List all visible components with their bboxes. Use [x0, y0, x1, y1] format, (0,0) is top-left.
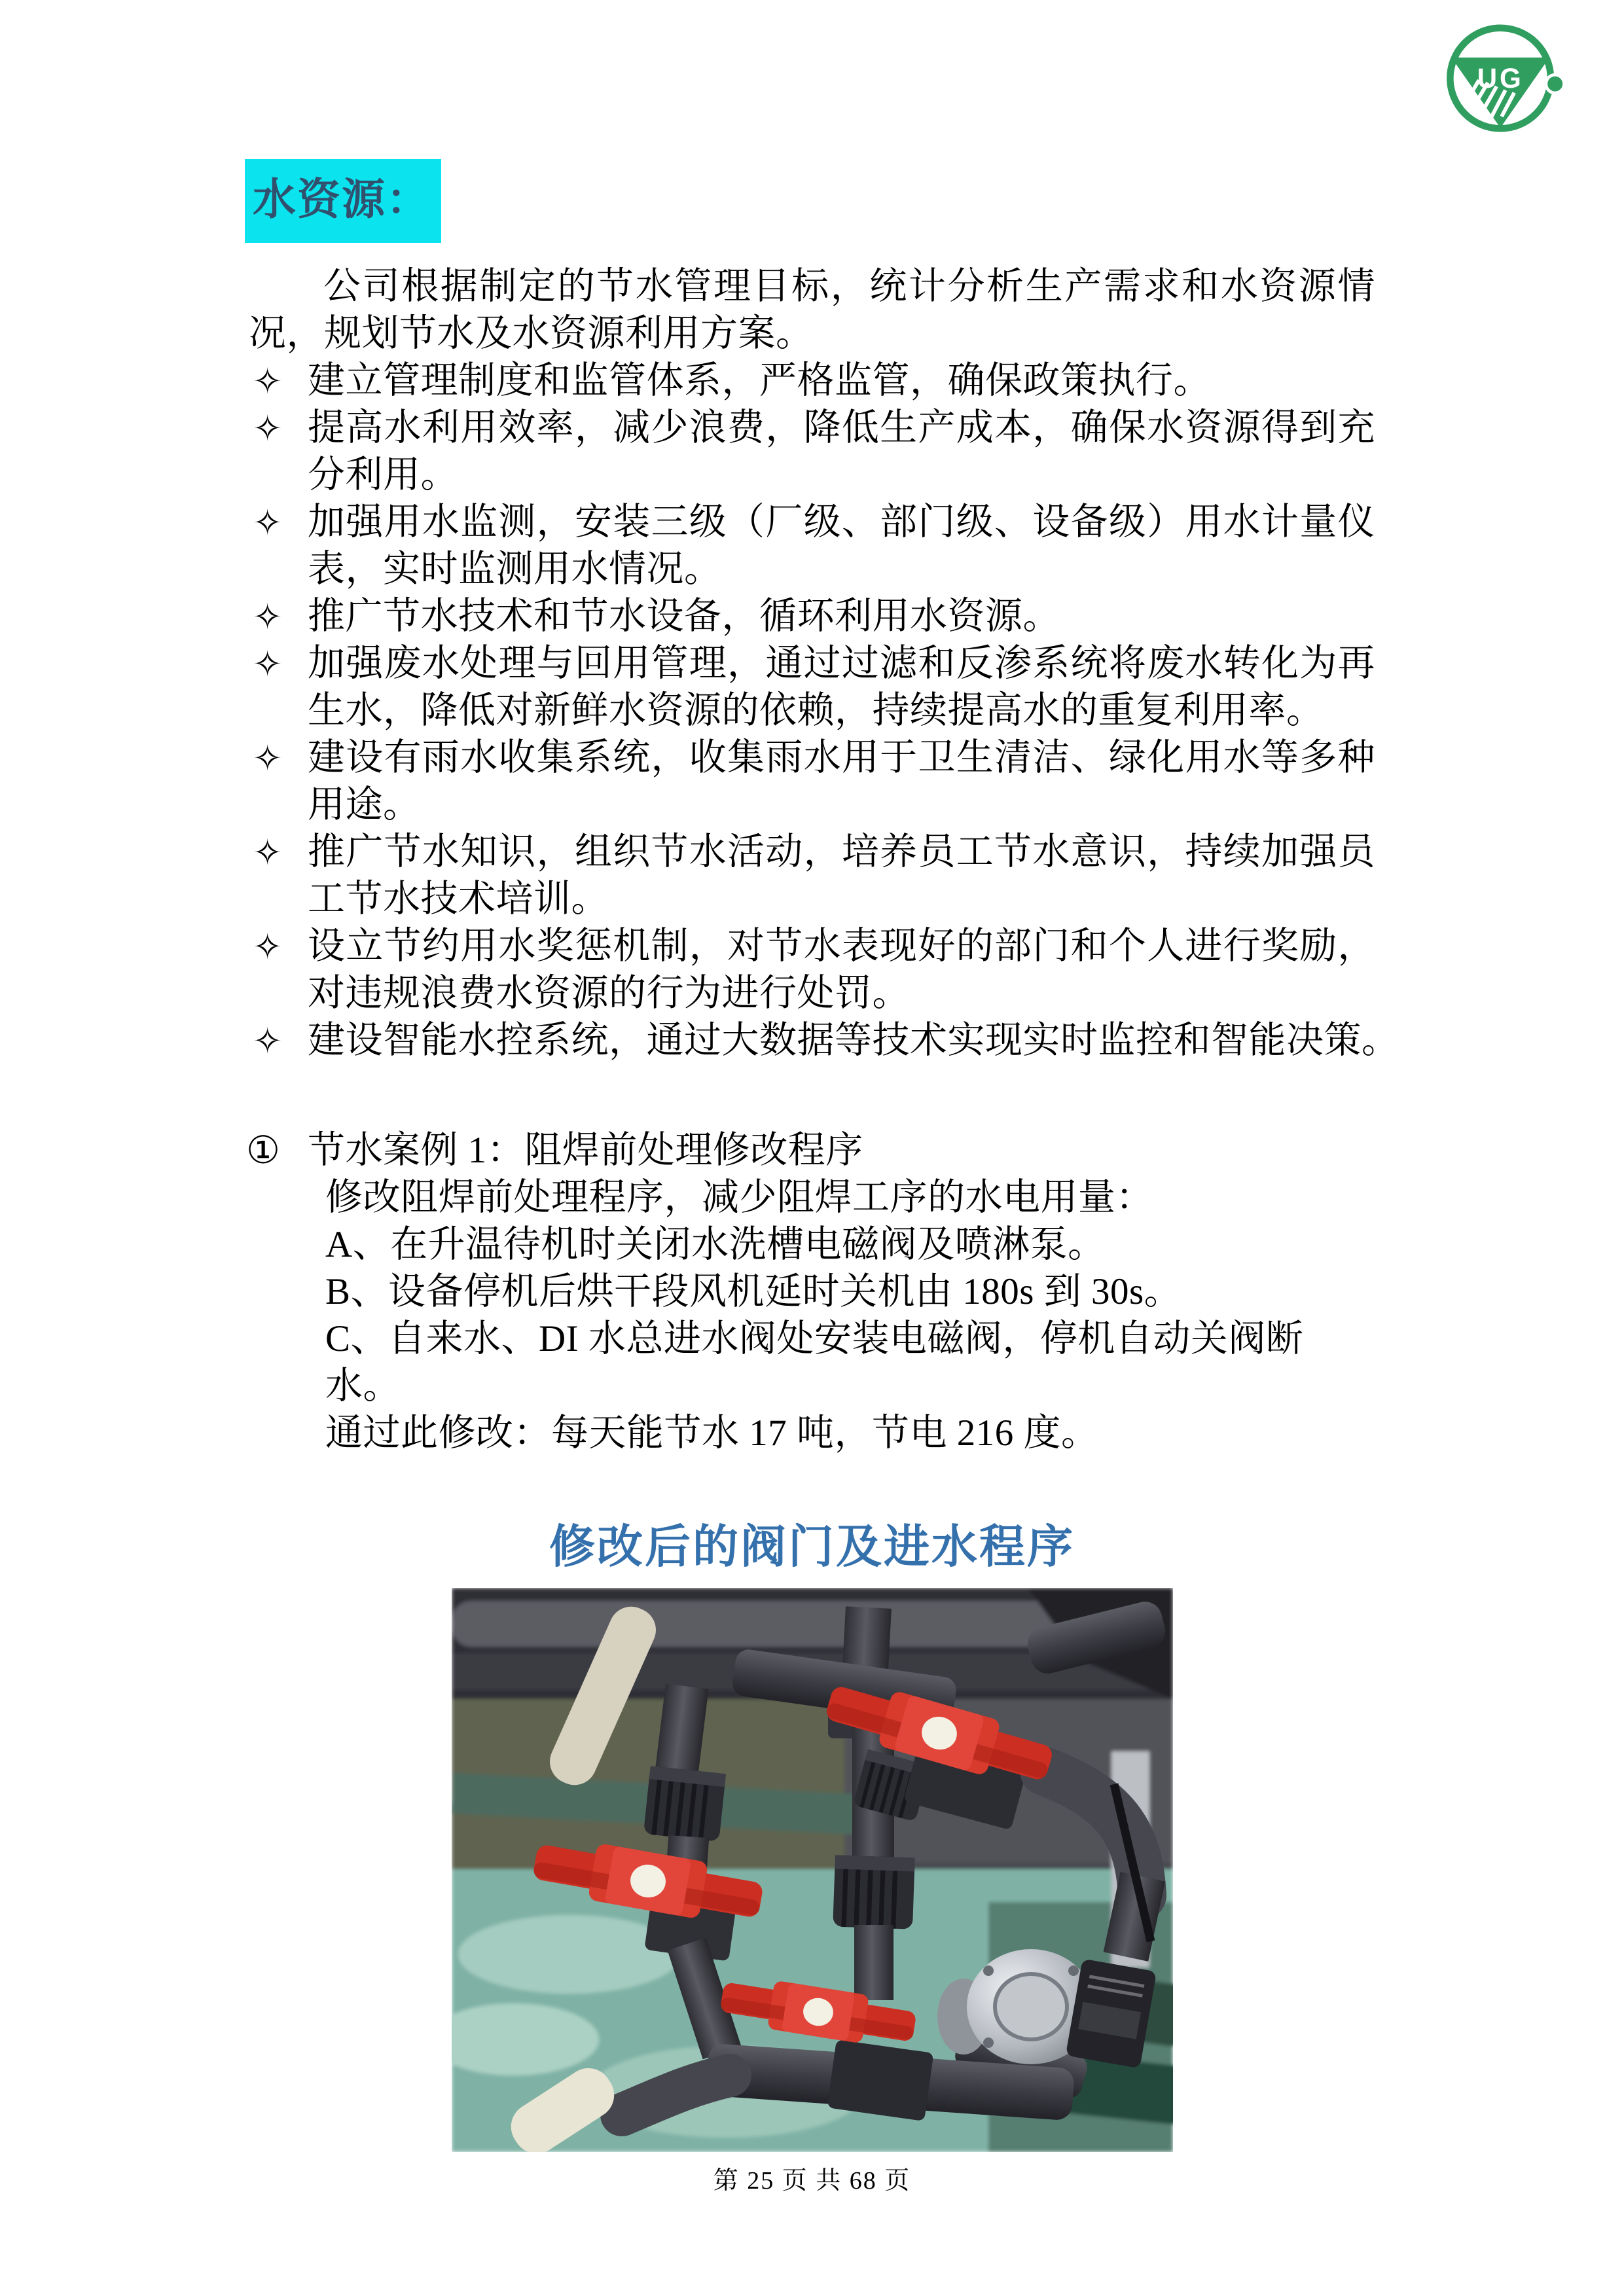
- valve-photo-graphic: [452, 1588, 1173, 2152]
- diamond-bullet-icon: ✧: [253, 1022, 283, 1061]
- diamond-bullet-icon: ✧: [253, 362, 283, 401]
- list-item-text: 提高水利用效率，减少浪费，降低生产成本，确保水资源得到充分利用。: [308, 407, 1375, 495]
- list-item: [249, 499, 1375, 593]
- list-item: [249, 1017, 1399, 1064]
- list-item: [249, 404, 1375, 499]
- list-item-text: 建设智能水控系统，通过大数据等技术实现实时监控和智能决策。: [308, 1020, 1399, 1061]
- list-item-text: 推广节水知识，组织节水活动，培养员工节水意识，持续加强员工节水技术培训。: [308, 831, 1375, 920]
- valve-photo: [452, 1588, 1173, 2152]
- section-heading: 水资源：: [245, 159, 441, 243]
- list-item: [249, 829, 1375, 923]
- list-item: [249, 593, 1375, 640]
- list-item-text: 加强废水处理与回用管理，通过过滤和反渗系统将废水转化为再生水，降低对新鲜水资源的依赖，持续提高水的重复利用率。: [308, 643, 1375, 731]
- case-study-intro: 修改阻焊前处理程序，减少阻焊工序的水电用量：: [325, 1177, 1153, 1218]
- page-number-footer: 第 25 页 共 68 页: [713, 2167, 911, 2195]
- diamond-bullet-icon: ✧: [253, 645, 283, 684]
- diamond-bullet-icon: ✧: [253, 409, 283, 448]
- diamond-bullet-icon: ✧: [253, 739, 283, 778]
- case-study-result: 通过此修改：每天能节水 17 吨，节电 216 度。: [325, 1412, 1099, 1454]
- case-study-body: [325, 1174, 1375, 1457]
- diamond-bullet-icon: ✧: [253, 833, 283, 872]
- case-study: [246, 1127, 1375, 1457]
- circled-one-icon: ①: [246, 1129, 281, 1172]
- diamond-bullet-icon: ✧: [253, 503, 283, 543]
- bullet-list: [249, 357, 1399, 1064]
- list-item-text: 推广节水技术和节水设备，循环利用水资源。: [308, 596, 1060, 637]
- list-item: [249, 357, 1375, 404]
- figure-title: 修改后的阀门及进水程序: [549, 1522, 1075, 1573]
- case-step-c: C、自来水、DI 水总进水阀处安装电磁阀，停机自动关阀断水。: [325, 1318, 1304, 1407]
- diamond-bullet-icon: ✧: [253, 927, 283, 967]
- intro-paragraph: 公司根据制定的节水管理目标，统计分析生产需求和水资源情况，规划节水及水资源利用方案。: [249, 266, 1375, 354]
- list-item: [249, 923, 1375, 1017]
- list-item-text: 建立管理制度和监管体系，严格监管，确保政策执行。: [308, 360, 1211, 401]
- logo-dot: [1547, 77, 1562, 92]
- list-item: [249, 640, 1375, 734]
- list-item: [249, 734, 1375, 829]
- list-item-text: 加强用水监测，安装三级（厂级、部门级、设备级）用水计量仪表，实时监测用水情况。: [308, 501, 1375, 590]
- list-item-text: 建设有雨水收集系统，收集雨水用于卫生清洁、绿化用水等多种用途。: [308, 737, 1375, 825]
- case-study-title: 节水案例 1：阻焊前处理修改程序: [308, 1130, 863, 1171]
- logo-text: UG: [1477, 62, 1524, 94]
- ug-logo-icon: [1440, 17, 1566, 140]
- case-study-title-row: [246, 1127, 1375, 1174]
- case-step-a: A、在升温待机时关闭水洗槽电磁阀及喷淋泵。: [325, 1224, 1106, 1265]
- list-item-text: 设立节约用水奖惩机制，对节水表现好的部门和个人进行奖励，对违规浪费水资源的行为进行处罚。: [308, 925, 1375, 1014]
- case-step-b: B、设备停机后烘干段风机延时关机由 180s 到 30s。: [325, 1271, 1182, 1312]
- diamond-bullet-icon: ✧: [253, 598, 283, 637]
